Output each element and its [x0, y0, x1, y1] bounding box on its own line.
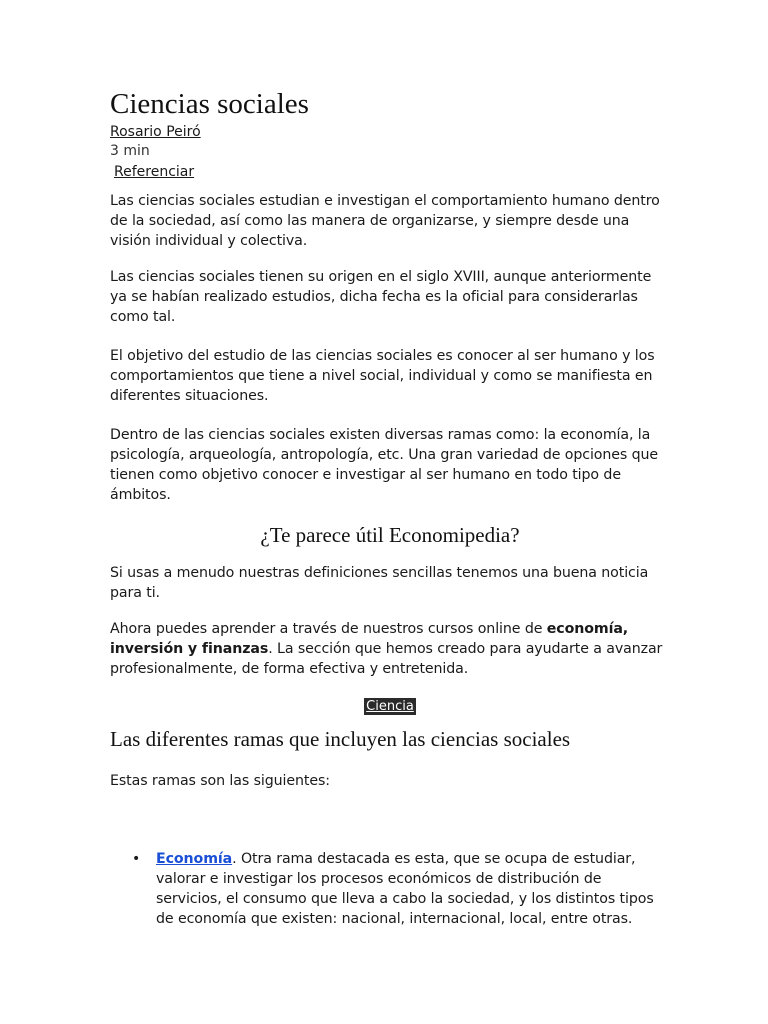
read-time: 3 min: [110, 143, 150, 159]
list-item-text: [156, 849, 670, 929]
branches-intro: Estas ramas son las siguientes:: [110, 773, 330, 789]
paragraph-4: Dentro de las ciencias sociales existen diversas ramas como: la economía, la psicología, arqueología, antropología, etc. Una gran variedad de opciones que tienen como objetivo conocer e investigar al ser humano en todo tipo de ámbitos.: [110, 427, 659, 503]
economia-link[interactable]: Economía: [156, 851, 233, 867]
article-title: Ciencias sociales: [110, 88, 309, 120]
category-tag[interactable]: Ciencia: [366, 699, 414, 714]
cite-link[interactable]: Referenciar: [114, 164, 195, 180]
paragraph-2: Las ciencias sociales tienen su origen en el siglo XVIII, aunque anteriormente ya se habían realizado estudios, dicha fecha es la oficial para considerarlas como tal.: [110, 269, 652, 325]
branches-list: [110, 849, 670, 929]
bullet-icon: •: [132, 851, 141, 867]
list-item-description: . Otra rama destacada es esta, que se ocupa de estudiar, valorar e investigar los procesos económicos de distribución de servicios, el consumo que lleva a cabo la sociedad, y los distintos tipos de economía que existen: nacional, internacional, local, entre otras.: [156, 851, 654, 927]
promo-text-2-start: Ahora puedes aprender a través de nuestros cursos online de: [110, 621, 547, 637]
paragraph-1: Las ciencias sociales estudian e investigan el comportamiento humano dentro de la sociedad, así como las manera de organizarse, y siempre desde una visión individual y colectiva.: [110, 193, 660, 249]
article-content: [110, 86, 670, 929]
promo-courses-highlight: economía, inversión y finanzas: [110, 621, 629, 657]
promo-text-1: Si usas a menudo nuestras definiciones sencillas tenemos una buena noticia para ti.: [110, 565, 649, 601]
branches-heading: Las diferentes ramas que incluyen las ciencias sociales: [110, 727, 571, 751]
paragraph-3: El objetivo del estudio de las ciencias sociales es conocer al ser humano y los comportamientos que tiene a nivel social, individual y como se manifiesta en diferentes situaciones.: [110, 348, 655, 404]
category-tag-row: [110, 695, 670, 715]
promo-heading: ¿Te parece útil Economipedia?: [260, 523, 520, 547]
promo-text-2: [110, 619, 670, 679]
author-link[interactable]: Rosario Peiró: [110, 124, 201, 140]
list-item: [110, 849, 670, 929]
promo-text-2-end: . La sección que hemos creado para ayudarte a avanzar profesionalmente, de forma efectiva y entretenida.: [110, 641, 663, 677]
